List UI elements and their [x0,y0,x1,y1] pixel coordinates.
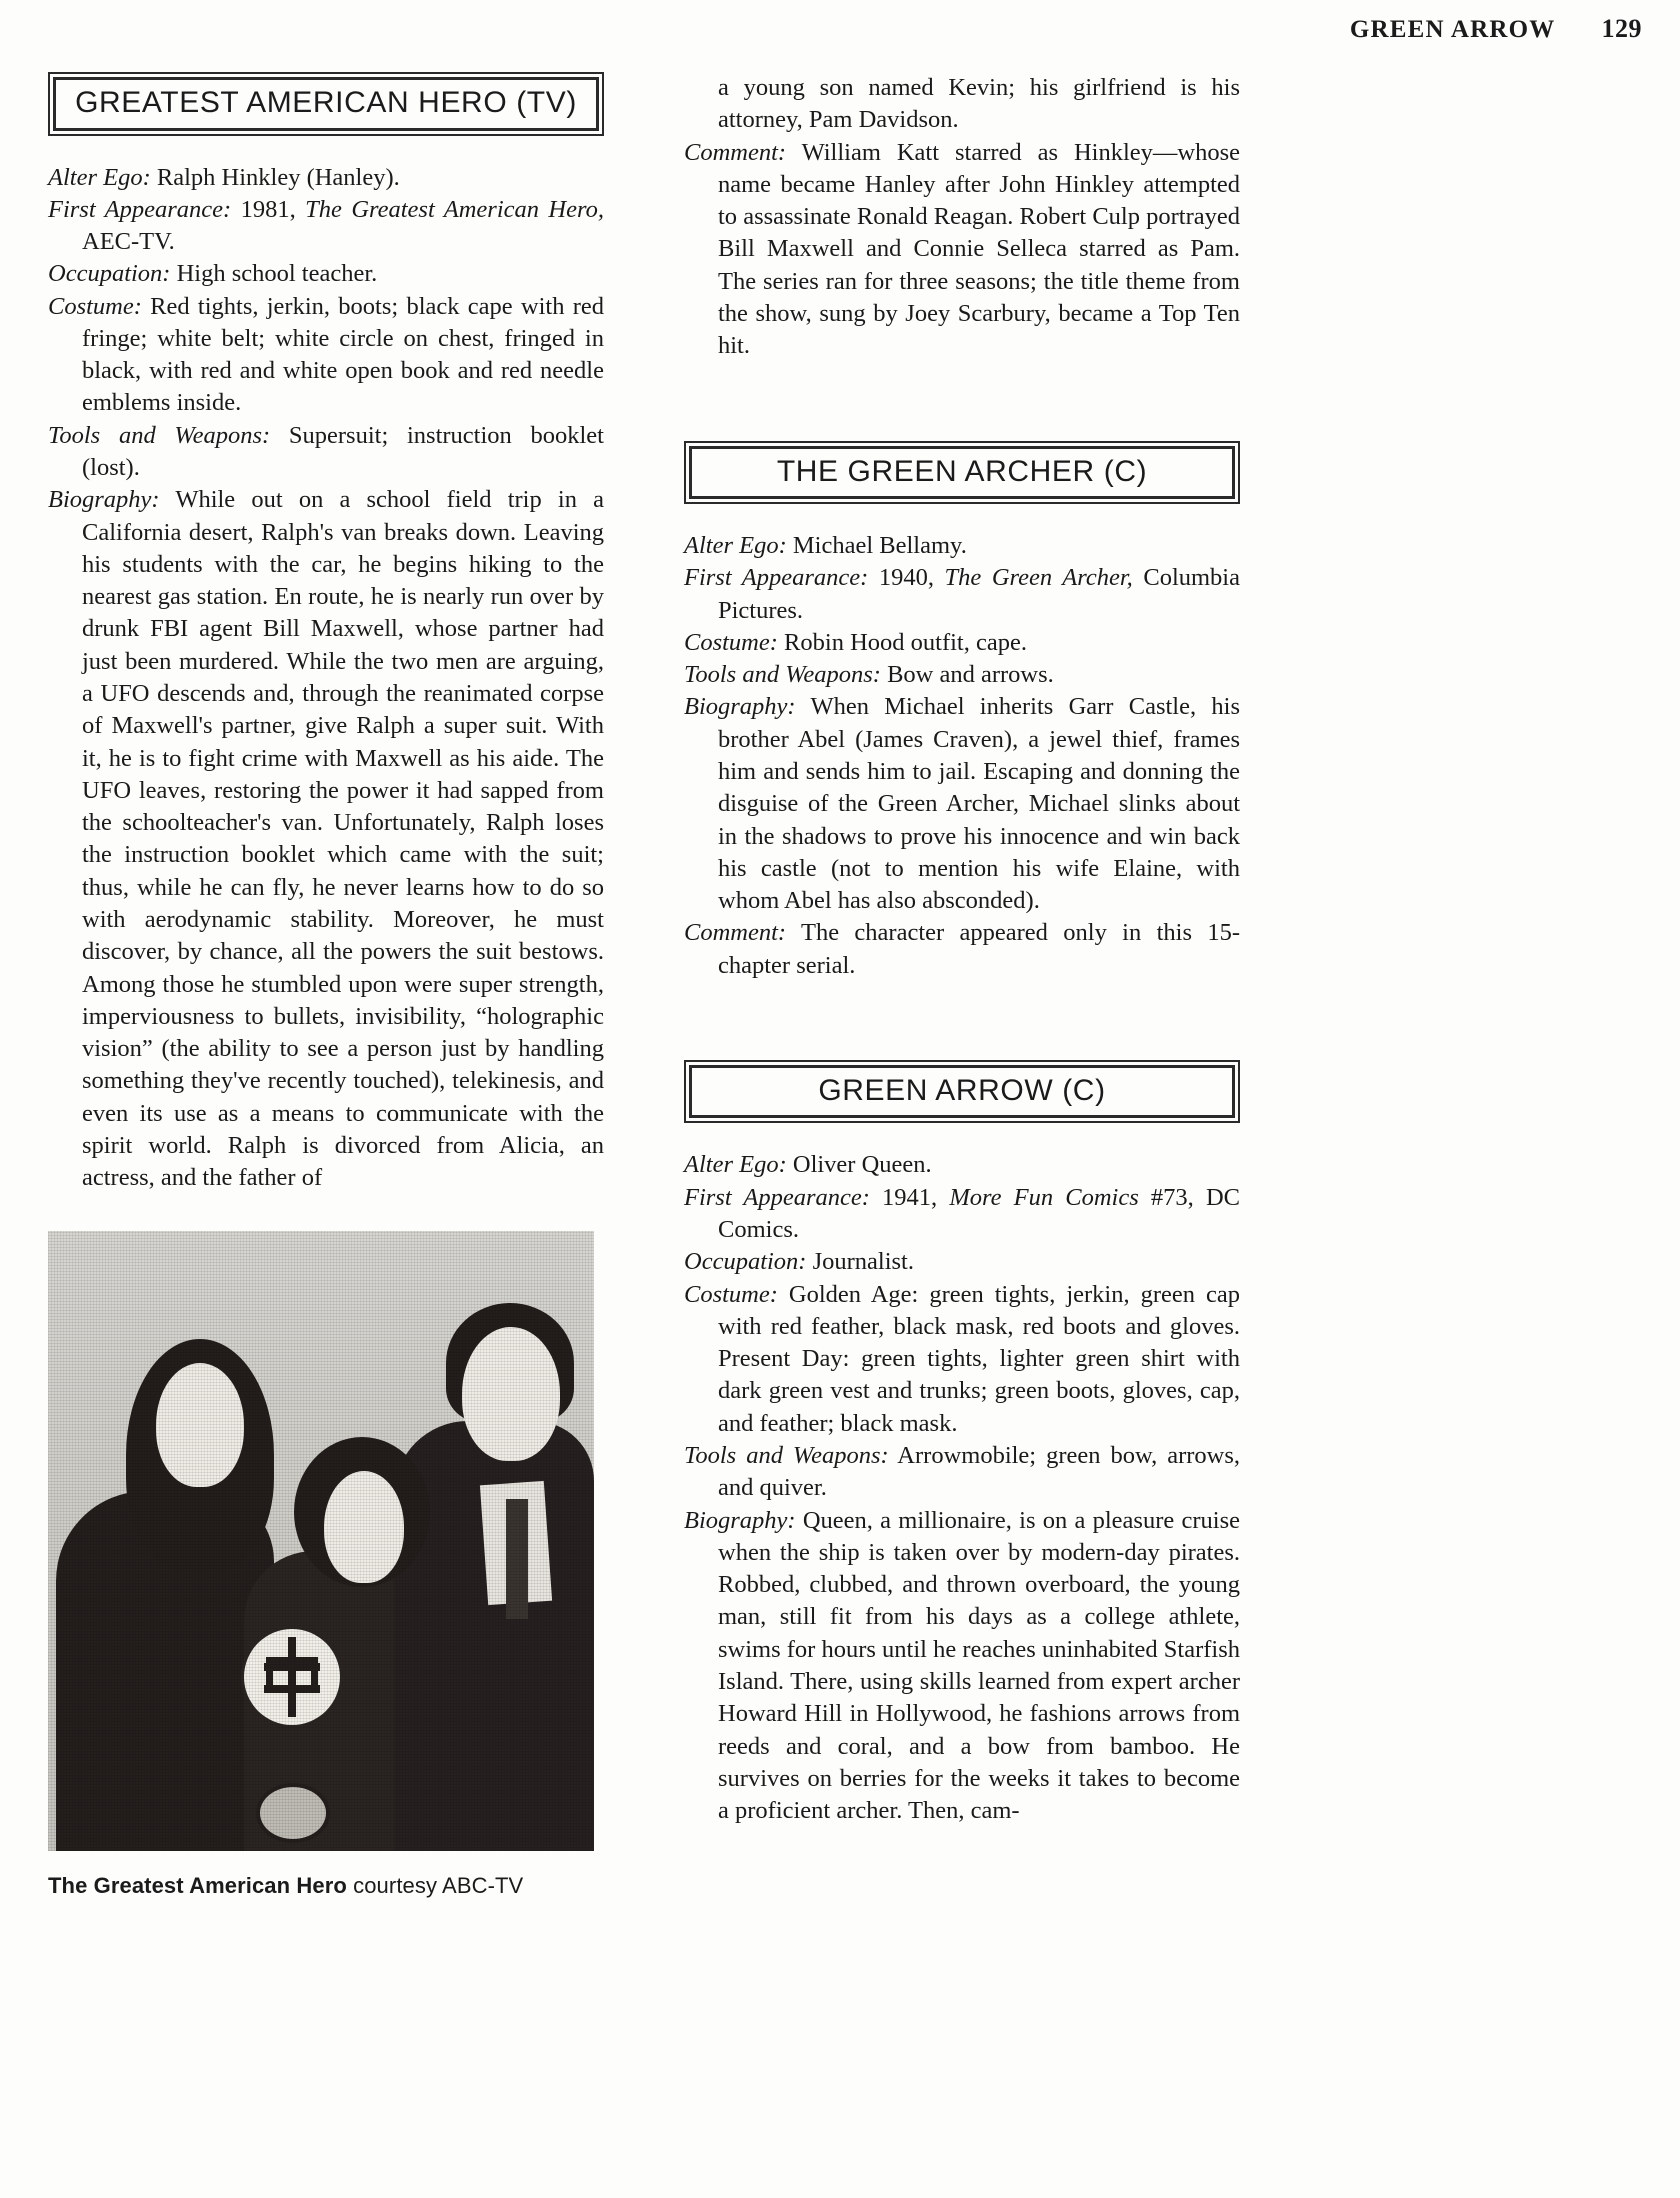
field-label-comment: Comment: [684,138,787,166]
field-first-appearance [684,562,1240,627]
field-value-first-appearance-post: #73, DC Comics. [718,1183,1240,1244]
field-costume [48,291,604,420]
two-column-layout [48,72,1644,1899]
entry-title-box-the-green-archer [684,441,1240,505]
field-biography [48,484,604,1194]
entry-title-box-greatest-american-hero [48,72,604,136]
field-label-first-appearance: First Appearance: [48,195,232,223]
field-alter-ego [684,1149,1240,1181]
page-number: 129 [1601,14,1642,43]
left-column [48,72,604,1899]
figure-caption [48,1873,604,1899]
field-costume [684,627,1240,659]
field-alter-ego [48,162,604,194]
field-label-costume: Costume: [684,628,778,656]
figure-caption-title: The Greatest American Hero [48,1872,347,1898]
field-label-tools-and-weapons: Tools and Weapons: [684,1442,889,1469]
field-tools-and-weapons [684,659,1240,691]
field-alter-ego [684,530,1240,562]
figure-caption-credit: courtesy ABC-TV [346,1872,524,1898]
field-value-first-appearance-title: The Green Archer, [944,564,1133,592]
field-value-costume: Golden Age: green tights, jerkin, green cap with red feather, black mask, red boots and gloves. Present Day: green tights, lighter green shirt with dark green vest and trunks; green boots, gloves, cap, and feather; black mask. [718,1280,1240,1437]
field-value-first-appearance-pre: 1941, [869,1183,950,1211]
entry-title-the-green-archer: THE GREEN ARCHER (C) [776,454,1148,488]
field-label-occupation: Occupation: [48,260,171,288]
field-value-occupation: Journalist. [806,1248,914,1276]
field-value-first-appearance-pre: 1940, [868,564,945,592]
field-tools-and-weapons [48,420,604,485]
running-head-title: GREEN ARROW [1349,16,1556,43]
field-value-first-appearance-title: More Fun Comics [949,1183,1139,1211]
field-value-comment: The character appeared only in this 15-chapter serial. [718,919,1240,979]
field-label-tools-and-weapons: Tools and Weapons: [684,661,881,689]
figure-greatest-american-hero [48,1231,604,1899]
field-value-comment: William Katt starred as Hinkley—whose name became Hanley after John Hinkley attempted to assassinate Ronald Reagan. Robert Culp portrayed Bill Maxwell and Connie Selleca starred as Pam. The series ran for three seasons; the title theme from the show, sung by Joey Scarbury, became a Top Ten hit. [718,138,1240,360]
field-label-occupation: Occupation: [684,1248,807,1276]
field-value-occupation: High school teacher. [170,260,378,288]
field-label-costume: Costume: [48,292,142,320]
field-label-biography: Biography: [684,1506,796,1534]
field-value-biography: Queen, a millionaire, is on a pleasure cruise when the ship is taken over by modern-day pirates. Robbed, clubbed, and thrown overboard, the young man, still fit from his days as a college athlete, swims for hours until he reaches uninhabited Starfish Island. There, using skills learned from expert archer Howard Hill in Hollywood, he fashions arrows from reeds and coral, and a bow from bamboo. He survives on berries for the weeks it takes to become a proficient archer. Then, cam- [718,1506,1240,1825]
field-occupation [684,1246,1240,1278]
field-value-costume: Red tights, jerkin, boots; black cape with red fringe; white belt; white circle on chest, fringed in black, with red and white open book and red needle emblems inside. [82,292,604,417]
field-biography-continued: a young son named Kevin; his girlfriend is his attorney, Pam Davidson. [718,74,1240,134]
field-value-tools-and-weapons: Supersuit; instruction booklet (lost). [82,421,604,482]
field-value-alter-ego: Ralph Hinkley (Hanley). [150,163,400,191]
entry-title-box-green-arrow [684,1060,1240,1124]
field-first-appearance [48,194,604,259]
field-label-alter-ego: Alter Ego: [684,1151,787,1179]
field-costume [684,1279,1240,1440]
field-biography [684,691,1240,917]
entry-title-inner-border [689,1065,1235,1119]
field-value-tools-and-weapons: Bow and arrows. [880,661,1054,689]
field-label-first-appearance: First Appearance: [684,1183,870,1211]
field-value-tools-and-weapons: Arrowmobile; green bow, arrows, and quiver. [718,1442,1240,1502]
field-tools-and-weapons [684,1440,1240,1505]
photograph-cast [48,1231,594,1851]
field-biography [684,1505,1240,1828]
field-label-alter-ego: Alter Ego: [48,163,151,191]
entry-title-inner-border [689,446,1235,500]
field-value-alter-ego: Oliver Queen. [786,1151,932,1179]
entry-title-inner-border [53,77,599,131]
entry-body-green-arrow [684,1149,1240,1827]
field-value-first-appearance-pre: 1981, [231,195,306,223]
entry-title-greatest-american-hero: GREATEST AMERICAN HERO (TV) [75,86,577,119]
running-head [1350,14,1642,44]
entry-body-the-green-archer [684,530,1240,982]
field-label-biography: Biography: [48,486,160,514]
photo-halftone-grain [48,1231,594,1851]
field-label-first-appearance: First Appearance: [684,564,869,592]
field-value-first-appearance-title: The Greatest American Hero, [305,195,604,223]
field-value-costume: Robin Hood outfit, cape. [777,628,1027,656]
field-occupation [48,258,604,290]
field-label-costume: Costume: [684,1280,778,1308]
field-label-tools-and-weapons: Tools and Weapons: [48,421,271,449]
field-label-comment: Comment: [684,919,787,947]
field-label-alter-ego: Alter Ego: [684,532,787,560]
field-label-biography: Biography: [684,693,796,721]
field-comment [684,917,1240,982]
right-column [684,72,1240,1899]
field-value-biography: While out on a school field trip in a California desert, Ralph's van breaks down. Leaving his students with the car, he begins hiking to the nearest gas station. En route, he is nearly run over by drunk FBI agent Bill Maxwell, whose partner had just been murdered. While the two men are arguing, a UFO descends and, through the reanimated corpse of Maxwell's partner, give Ralph a super suit. With it, he is to fight crime with Maxwell as his aide. The UFO leaves, restoring the power it had sapped from the schoolteacher's van. Unfortunately, Ralph loses the instruction booklet which came with the suit; thus, while he can fly, he never learns how to do so with aerodynamic stability. Moreover, he must discover, by chance, all the powers the suit bestows. Among those he stumbled upon were super strength, imperviousness to bullets, invisibility, “holographic vision” (the ability to see a person just by handling something they've recently touched), telekinesis, and even its use as a means to communicate with the spirit world. Ralph is divorced from Alicia, an actress, and the father of [82,486,604,1192]
entry-body-greatest-american-hero [48,162,604,1195]
field-comment [684,137,1240,363]
field-value-first-appearance-post: Columbia Pictures. [718,564,1240,624]
field-first-appearance [684,1182,1240,1247]
entry-title-green-arrow: GREEN ARROW (C) [818,1073,1106,1107]
field-value-first-appearance-post: AEC-TV. [82,228,175,256]
entry-body-continued-greatest-american-hero [684,72,1240,363]
field-value-biography: When Michael inherits Garr Castle, his brother Abel (James Craven), a jewel thief, frames him and sends him to jail. Escaping and donning the disguise of the Green Archer, Michael slinks about in the shadows to prove his innocence and win back his castle (not to mention his wife Elaine, with whom Abel has also absconded). [718,693,1240,915]
field-value-alter-ego: Michael Bellamy. [786,532,967,560]
